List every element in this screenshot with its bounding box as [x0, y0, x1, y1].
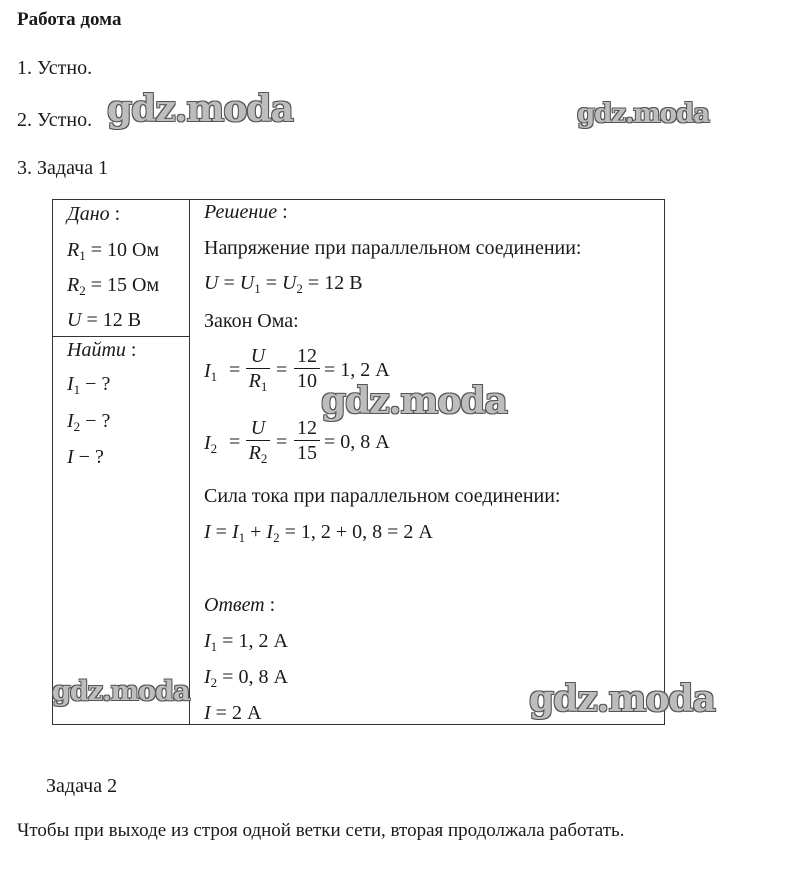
formula-1-eq-2: = — [276, 359, 288, 381]
i1-symbol: I — [204, 630, 211, 652]
find-i — [67, 446, 104, 469]
answer-colon: : — [264, 594, 276, 616]
fraction-bar — [246, 368, 270, 369]
formula-2-eq-2: = — [276, 431, 288, 453]
equals: = — [218, 272, 240, 294]
u-value: = 12 В — [302, 272, 363, 294]
find-label: Найти — [67, 339, 126, 361]
fraction-bar — [294, 440, 320, 441]
i1-subscript: 1 — [210, 639, 218, 654]
i-symbol: I — [204, 702, 211, 724]
page-heading: Работа дома — [17, 9, 122, 30]
plus: + — [245, 521, 267, 543]
solution-line-1: Напряжение при параллельном соединении: — [204, 237, 582, 259]
r2-symbol: R — [67, 274, 80, 296]
numerator: 12 — [297, 345, 317, 367]
r2-value: = 15 Ом — [85, 274, 160, 296]
given-header — [67, 203, 120, 226]
find-i1-question: − ? — [80, 373, 111, 395]
r1-value: = 10 Ом — [85, 239, 160, 261]
answer-header — [204, 594, 275, 617]
fraction-bar — [294, 368, 320, 369]
i2-symbol: I — [204, 666, 211, 688]
u2-symbol: U — [281, 272, 297, 294]
find-i-symbol: I — [67, 446, 74, 468]
i-symbol: I — [204, 521, 211, 543]
find-i1-subscript: 1 — [73, 382, 81, 397]
answer-i2 — [204, 666, 288, 691]
formula-1-eq: = — [229, 359, 241, 381]
item-3: 3. Задача 1 — [17, 157, 109, 179]
find-i2-subscript: 2 — [73, 419, 81, 434]
numerator: U — [250, 417, 266, 439]
formula-1-fraction-2 — [294, 345, 320, 392]
denominator-subscript: 1 — [260, 379, 268, 394]
denominator: 15 — [297, 442, 317, 464]
watermark-3: gdz.moda — [321, 380, 507, 422]
find-colon: : — [125, 339, 137, 361]
u-value: = 12 В — [81, 309, 142, 331]
table-horizontal-divider — [52, 336, 190, 337]
formula-2-fraction-2 — [294, 417, 320, 464]
find-i2 — [67, 410, 110, 435]
numerator: U — [250, 345, 266, 367]
i-value: = 2 А — [210, 702, 262, 724]
r1-symbol: R — [67, 239, 80, 261]
i2-symbol: I — [204, 432, 211, 454]
solution-colon: : — [277, 201, 288, 223]
find-i1-symbol: I — [67, 373, 74, 395]
find-header — [67, 339, 136, 362]
solution-line-4: Сила тока при параллельном соединении: — [204, 485, 561, 507]
i1-symbol: I — [231, 521, 239, 543]
given-r2 — [67, 274, 159, 299]
item-2: 2. Устно. — [17, 109, 93, 131]
formula-1-fraction-1 — [246, 345, 270, 398]
given-u — [67, 309, 141, 332]
u-symbol: U — [204, 272, 219, 294]
u1-subscript: 1 — [254, 281, 261, 296]
item-1: 1. Устно. — [17, 57, 93, 79]
answer-i1 — [204, 630, 288, 655]
denominator: R — [248, 442, 261, 464]
i2-subscript: 2 — [273, 530, 280, 545]
answer-i — [204, 702, 261, 725]
r2-subscript: 2 — [79, 283, 86, 298]
denominator: R — [248, 370, 261, 392]
i1-subscript: 1 — [210, 369, 218, 384]
given-colon: : — [109, 203, 121, 225]
i1-subscript: 1 — [238, 530, 246, 545]
given-label: Дано — [67, 203, 110, 225]
answer-label: Ответ — [204, 594, 265, 616]
solution-label: Решение — [204, 201, 278, 223]
formula-2-lhs — [204, 432, 217, 457]
formula-1-result: = 1, 2 А — [324, 359, 390, 381]
u-symbol: U — [67, 309, 82, 331]
r1-subscript: 1 — [79, 248, 86, 263]
watermark-5: gdz.moda — [529, 678, 715, 720]
solution-line-5 — [204, 521, 433, 546]
u1-symbol: U — [239, 272, 255, 294]
given-r1 — [67, 239, 159, 264]
i2-subscript: 2 — [210, 441, 218, 456]
solution-line-2 — [204, 272, 363, 297]
formula-2-fraction-1 — [246, 417, 270, 470]
watermark-1: gdz.moda — [107, 88, 293, 130]
watermark-4: gdz.moda — [52, 676, 190, 707]
task-2-title: Задача 2 — [46, 775, 118, 797]
task-2-text: Чтобы при выходе из строя одной ветки сети, вторая продолжала работать. — [17, 820, 625, 841]
u2-subscript: 2 — [296, 281, 303, 296]
i2-subscript: 2 — [210, 675, 218, 690]
fraction-bar — [246, 440, 270, 441]
watermark-2: gdz.moda — [577, 99, 710, 129]
equals: = — [260, 272, 282, 294]
table-vertical-divider — [189, 199, 190, 725]
denominator: 10 — [297, 370, 317, 392]
find-i2-question: − ? — [80, 410, 111, 432]
denominator-subscript: 2 — [260, 451, 268, 466]
formula-1-lhs — [204, 360, 217, 385]
find-i2-symbol: I — [67, 410, 74, 432]
formula-2-result: = 0, 8 А — [324, 431, 390, 453]
i1-value: = 1, 2 А — [217, 630, 288, 652]
i2-value: = 0, 8 А — [217, 666, 288, 688]
find-i1 — [67, 373, 110, 398]
i1-symbol: I — [204, 360, 211, 382]
formula-2-eq: = — [229, 431, 241, 453]
equals: = — [210, 521, 232, 543]
solution-line-3: Закон Ома: — [204, 310, 299, 332]
numerator: 12 — [297, 417, 317, 439]
i2-symbol: I — [266, 521, 274, 543]
solution-header — [204, 201, 288, 224]
sum-result: = 1, 2 + 0, 8 = 2 А — [279, 521, 433, 543]
find-i-question: − ? — [73, 446, 104, 468]
